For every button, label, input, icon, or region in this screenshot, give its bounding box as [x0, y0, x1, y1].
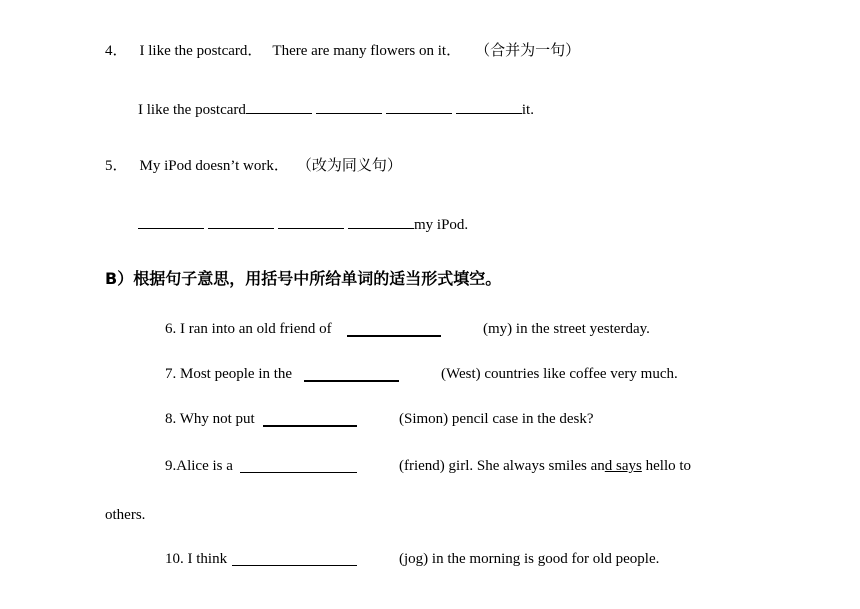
question-6: [165, 320, 332, 338]
answer-blank-10[interactable]: [232, 551, 357, 566]
question-prefix: 7. Most people in the: [165, 366, 293, 382]
question-instruction: （合并为一句）: [475, 43, 581, 59]
question-7: [165, 365, 292, 383]
answer-blank-8[interactable]: [263, 411, 357, 427]
hint-text: (friend) girl. She always smiles an: [399, 458, 605, 474]
question-9-hint: [399, 457, 691, 475]
question-instruction: （改为同义句）: [296, 158, 402, 174]
question-8: [165, 410, 255, 428]
hint-text-underlined: d says: [604, 458, 642, 474]
question-prefix: 10. I think: [165, 551, 228, 567]
answer-blank[interactable]: [348, 214, 414, 229]
question-5: [105, 157, 402, 175]
section-b-title: B）根据句子意思，用括号中所给单词的适当形式填空。: [105, 269, 502, 288]
answer-suffix: it.: [521, 102, 534, 118]
question-9-continuation: others.: [105, 507, 146, 523]
answer-blank[interactable]: [208, 214, 274, 229]
question-9: [165, 457, 233, 475]
question-7-hint: (West) countries like coffee very much.: [441, 366, 678, 382]
question-number: 4．: [105, 43, 128, 59]
answer-line-4: [138, 99, 534, 119]
question-sentence: I like the postcard．: [139, 43, 263, 59]
answer-blank-9[interactable]: [240, 458, 357, 473]
question-sentence: There are many flowers on it．: [272, 43, 462, 59]
answer-blank[interactable]: [138, 214, 204, 229]
question-10: [165, 550, 227, 568]
question-prefix: 8. Why not put: [165, 411, 255, 427]
answer-prefix: I like the postcard: [138, 102, 246, 118]
answer-blank-6[interactable]: [347, 321, 441, 337]
answer-line-5: [138, 214, 468, 234]
question-8-hint: (Simon) pencil case in the desk?: [399, 411, 594, 427]
answer-blank[interactable]: [278, 214, 344, 229]
answer-blank[interactable]: [456, 99, 522, 114]
question-number: 5．: [105, 158, 128, 174]
answer-suffix: my iPod.: [414, 217, 469, 233]
question-10-hint: (jog) in the morning is good for old people.: [399, 551, 660, 567]
question-prefix: 9.Alice is a: [165, 458, 233, 474]
answer-blank-7[interactable]: [304, 366, 399, 382]
answer-blank[interactable]: [386, 99, 452, 114]
question-sentence: My iPod doesn’t work．: [139, 158, 289, 174]
answer-blank[interactable]: [246, 99, 312, 114]
hint-text: hello to: [641, 458, 692, 474]
question-6-hint: (my) in the street yesterday.: [483, 321, 650, 337]
question-4: [105, 42, 580, 60]
question-prefix: 6. I ran into an old friend of: [165, 321, 332, 337]
answer-blank[interactable]: [316, 99, 382, 114]
